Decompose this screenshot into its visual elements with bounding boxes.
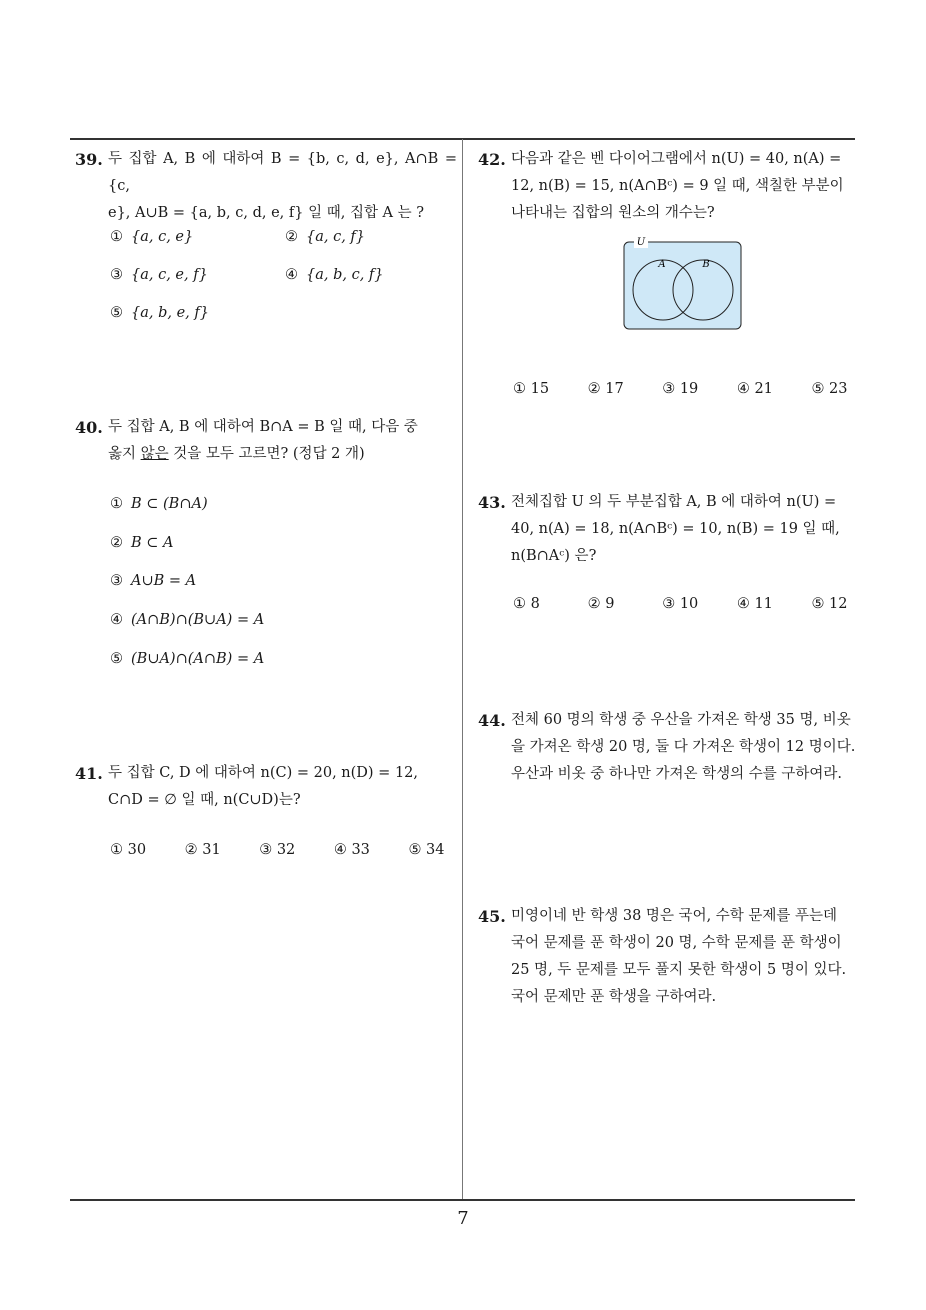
choice-4[interactable]: ④ 21 — [736, 381, 773, 397]
choice-4[interactable]: ④ 11 — [736, 596, 773, 612]
universal-set-box — [624, 242, 741, 329]
column-divider — [462, 139, 463, 1200]
choice-1[interactable]: ① 8 — [513, 596, 540, 612]
question-text: 미영이네 반 학생 38 명은 국어, 수학 문제를 푸는데 — [511, 908, 838, 924]
question-number: 44. — [478, 711, 506, 730]
choice-5[interactable]: ⑤ {a, b, e, f} — [110, 305, 209, 321]
choice-5[interactable]: ⑤ 12 — [811, 596, 848, 612]
question-number: 43. — [478, 493, 506, 512]
choice-4[interactable]: ④ (A∩B)∩(B∪A) = A — [110, 612, 265, 628]
question-text: 두 집합 A, B 에 대하여 B = {b, c, d, e}, A∩B = {c, — [108, 151, 457, 194]
question-43 — [478, 489, 858, 570]
choice-2[interactable]: ② 31 — [184, 842, 221, 858]
page-number: 7 — [457, 1208, 469, 1229]
choice-3[interactable]: ③ A∪B = A — [110, 573, 197, 589]
set-label-u: U — [636, 237, 646, 248]
question-text: 전체집합 U 의 두 부분집합 A, B 에 대하여 n(U) = — [511, 494, 837, 510]
question-text: 옳지 않은 것을 모두 고르면? (정답 2 개) — [108, 446, 365, 462]
choices-row — [513, 596, 848, 612]
choice-3[interactable]: ③ 10 — [662, 596, 699, 612]
choice-3[interactable]: ③ {a, c, e, f} — [110, 267, 208, 283]
choice-5[interactable]: ⑤ 34 — [408, 842, 445, 858]
question-text: 두 집합 C, D 에 대하여 n(C) = 20, n(D) = 12, — [108, 765, 419, 781]
choice-3[interactable]: ③ 32 — [259, 842, 296, 858]
venn-diagram — [620, 236, 746, 334]
choice-2[interactable]: ② 17 — [587, 381, 624, 397]
question-40 — [75, 414, 457, 468]
question-number: 39. — [75, 150, 103, 169]
question-text: 12, n(B) = 15, n(A∩Bᶜ) = 9 일 때, 색칠한 부분이 — [511, 178, 844, 194]
question-text: 두 집합 A, B 에 대하여 B∩A = B 일 때, 다음 중 — [108, 419, 418, 435]
question-number: 41. — [75, 764, 103, 783]
choice-3[interactable]: ③ 19 — [662, 381, 699, 397]
choices-row — [110, 842, 445, 858]
choice-4[interactable]: ④ {a, b, c, f} — [285, 267, 384, 283]
choice-1[interactable]: ① B ⊂ (B∩A) — [110, 496, 208, 512]
question-text: 나타내는 집합의 원소의 개수는? — [511, 205, 715, 221]
question-text: e}, A∪B = {a, b, c, d, e, f} 일 때, 집합 A 는 ? — [108, 205, 425, 221]
question-text: 국어 문제만 푼 학생을 구하여라. — [511, 989, 717, 1005]
question-number: 45. — [478, 907, 506, 926]
question-41 — [75, 760, 457, 814]
question-text: 전체 60 명의 학생 중 우산을 가져온 학생 35 명, 비옷 — [511, 712, 851, 728]
set-label-a: A — [658, 259, 666, 270]
choice-5[interactable]: ⑤ (B∪A)∩(A∩B) = A — [110, 651, 265, 667]
choice-2[interactable]: ② B ⊂ A — [110, 535, 174, 551]
choice-5[interactable]: ⑤ 23 — [811, 381, 848, 397]
question-number: 42. — [478, 150, 506, 169]
question-45 — [478, 903, 858, 1011]
question-number: 40. — [75, 418, 103, 437]
question-text: 25 명, 두 문제를 모두 풀지 못한 학생이 5 명이 있다. — [511, 962, 847, 978]
choice-4[interactable]: ④ 33 — [333, 842, 370, 858]
question-text: 다음과 같은 벤 다이어그램에서 n(U) = 40, n(A) = — [511, 151, 842, 167]
choice-2[interactable]: ② {a, c, f} — [285, 229, 366, 245]
choice-1[interactable]: ① 15 — [513, 381, 550, 397]
question-text: 국어 문제를 푼 학생이 20 명, 수학 문제를 푼 학생이 — [511, 935, 842, 951]
question-39 — [75, 146, 457, 227]
question-text: C∩D = ∅ 일 때, n(C∪D)는? — [108, 792, 301, 808]
underlined-word: 않은 — [140, 446, 169, 462]
set-label-b: B — [702, 259, 710, 270]
choice-2[interactable]: ② 9 — [587, 596, 615, 612]
choice-1[interactable]: ① {a, c, e} — [110, 229, 194, 245]
question-42 — [478, 146, 858, 227]
question-44 — [478, 707, 858, 788]
question-text: 40, n(A) = 18, n(A∩Bᶜ) = 10, n(B) = 19 일 때, — [511, 521, 840, 537]
choices-row — [513, 381, 848, 397]
choice-1[interactable]: ① 30 — [110, 842, 147, 858]
question-text: n(B∩Aᶜ) 은? — [511, 548, 597, 564]
bottom-rule — [70, 1199, 855, 1201]
question-text: 을 가져온 학생 20 명, 둘 다 가져온 학생이 12 명이다. — [511, 739, 856, 755]
question-text: 우산과 비옷 중 하나만 가져온 학생의 수를 구하여라. — [511, 766, 843, 782]
